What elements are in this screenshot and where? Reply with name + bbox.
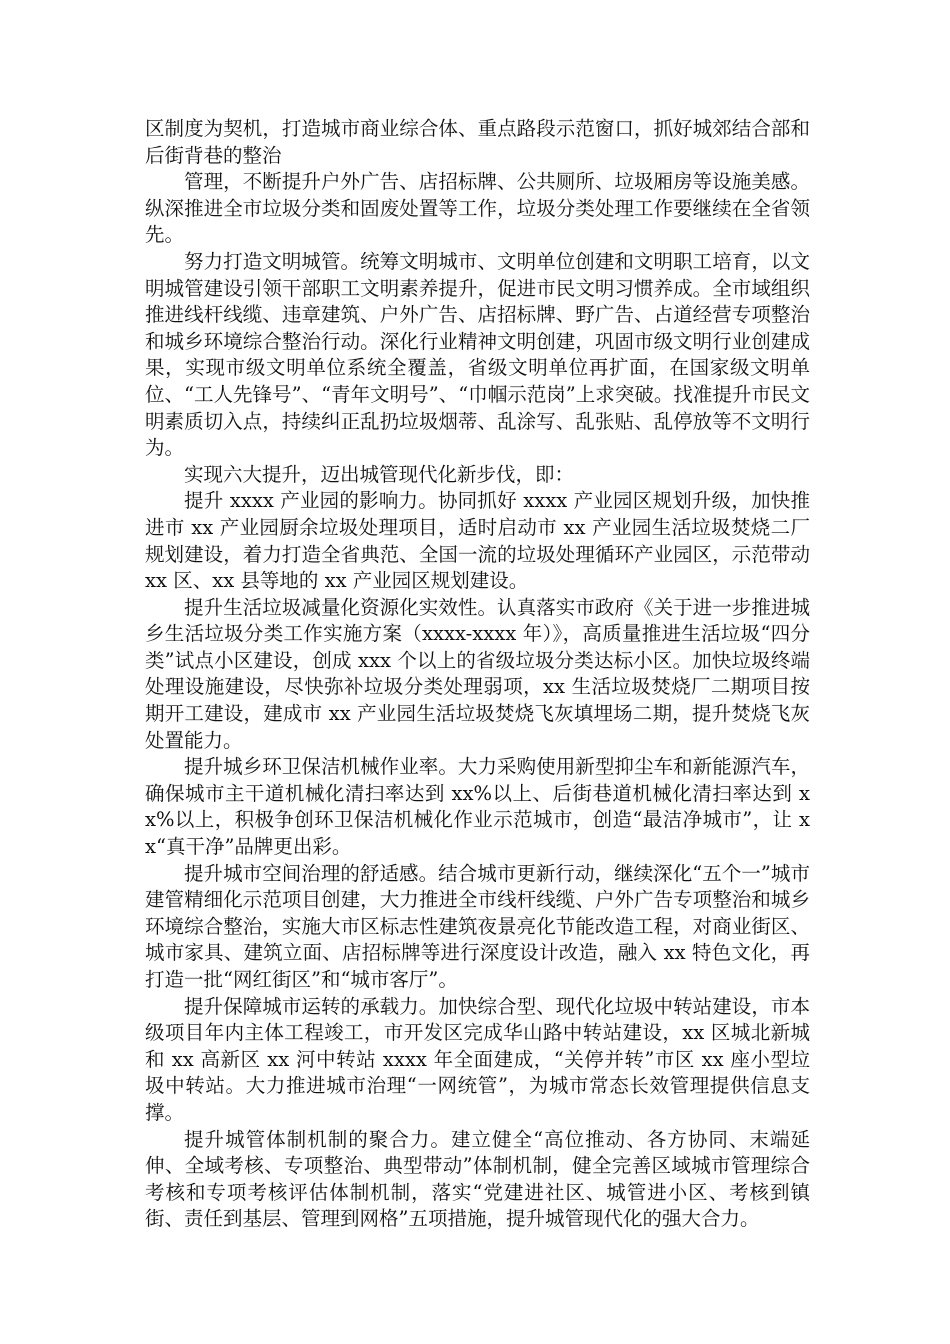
- paragraph-3: 努力打造文明城管。统筹文明城市、文明单位创建和文明职工培育，以文明城管建设引领干部职工文明素养提升，促进市民文明习惯养成。全市域组织推进线杆线缆、违章建筑、户外广告、店招标牌、野广告、占道经营专项整治和城乡环境综合整治行动。深化行业精神文明创建，巩固市级文明行业创建成果，实现市级文明单位系统全覆盖，省级文明单位再扩面，在国家级文明单位、“工人先锋号”、“青年文明号”、“巾帼示范岗”上求突破。找准提升市民文明素质切入点，持续纠正乱扔垃圾烟蒂、乱涂写、乱张贴、乱停放等不文明行为。: [145, 249, 810, 460]
- document-body: [145, 116, 810, 1233]
- paragraph-5: 提升 xxxx 产业园的影响力。协同抓好 xxxx 产业园区规划升级，加快推进市 xx 产业园厨余垃圾处理项目，适时启动市 xx 产业园生活垃圾焚烧二厂规划建设，着力打造全省典范、全国一流的垃圾处理循环产业园区，示范带动 xx 区、xx 县等地的 xx 产业园区规划建设。: [145, 489, 810, 593]
- paragraph-1: 区制度为契机，打造城市商业综合体、重点路段示范窗口，抓好城郊结合部和后街背巷的整治: [145, 117, 810, 167]
- paragraph-10: 提升城管体制机制的聚合力。建立健全“高位推动、各方协同、末端延伸、全域考核、专项整治、典型带动”体制机制，健全完善区域城市管理综合考核和专项考核评估体制机制，落实“党建进社区、城管进小区、考核到镇街、责任到基层、管理到网格”五项措施，提升城管现代化的强大合力。: [145, 1127, 810, 1231]
- paragraph-8: 提升城市空间治理的舒适感。结合城市更新行动，继续深化“五个一”城市建管精细化示范项目创建，大力推进全市线杆线缆、户外广告专项整治和城乡环境综合整治，实施大市区标志性建筑夜景亮化节能改造工程，对商业街区、城市家具、建筑立面、店招标牌等进行深度设计改造，融入 xx 特色文化，再打造一批“网红街区”和“城市客厅”。: [145, 861, 810, 991]
- paragraph-6: 提升生活垃圾减量化资源化实效性。认真落实市政府《关于进一步推进城乡生活垃圾分类工作实施方案（xxxx-xxxx 年）》，高质量推进生活垃圾“四分类”试点小区建设，创成 xxx 个以上的省级垃圾分类达标小区。加快垃圾终端处理设施建设，尽快弥补垃圾分类处理弱项，xx 生活垃圾焚烧厂二期项目按期开工建设，建成市 xx 产业园生活垃圾焚烧飞灰填埋场二期，提升焚烧飞灰处置能力。: [145, 595, 810, 752]
- paragraph-4: 实现六大提升，迈出城管现代化新步伐，即：: [184, 462, 575, 486]
- paragraph-2: 管理，不断提升户外广告、店招标牌、公共厕所、垃圾厢房等设施美感。纵深推进全市垃圾分类和固废处置等工作，垃圾分类处理工作要继续在全省领先。: [145, 170, 810, 247]
- paragraph-9: 提升保障城市运转的承载力。加快综合型、现代化垃圾中转站建设，市本级项目年内主体工程竣工，市开发区完成华山路中转站建设，xx 区城北新城和 xx 高新区 xx 河中转站 xxxx 年全面建成，“关停并转”市区 xx 座小型垃圾中转站。大力推进城市治理“一网统管”，为城市常态长效管理提供信息支撑。: [145, 994, 810, 1124]
- paragraph-7: 提升城乡环卫保洁机械作业率。大力采购使用新型抑尘车和新能源汽车，确保城市主干道机械化清扫率达到 xx%以上、后街巷道机械化清扫率达到 xx%以上，积极争创环卫保洁机械化作业示范城市，创造“最洁净城市”，让 xx“真干净”品牌更出彩。: [145, 755, 810, 859]
